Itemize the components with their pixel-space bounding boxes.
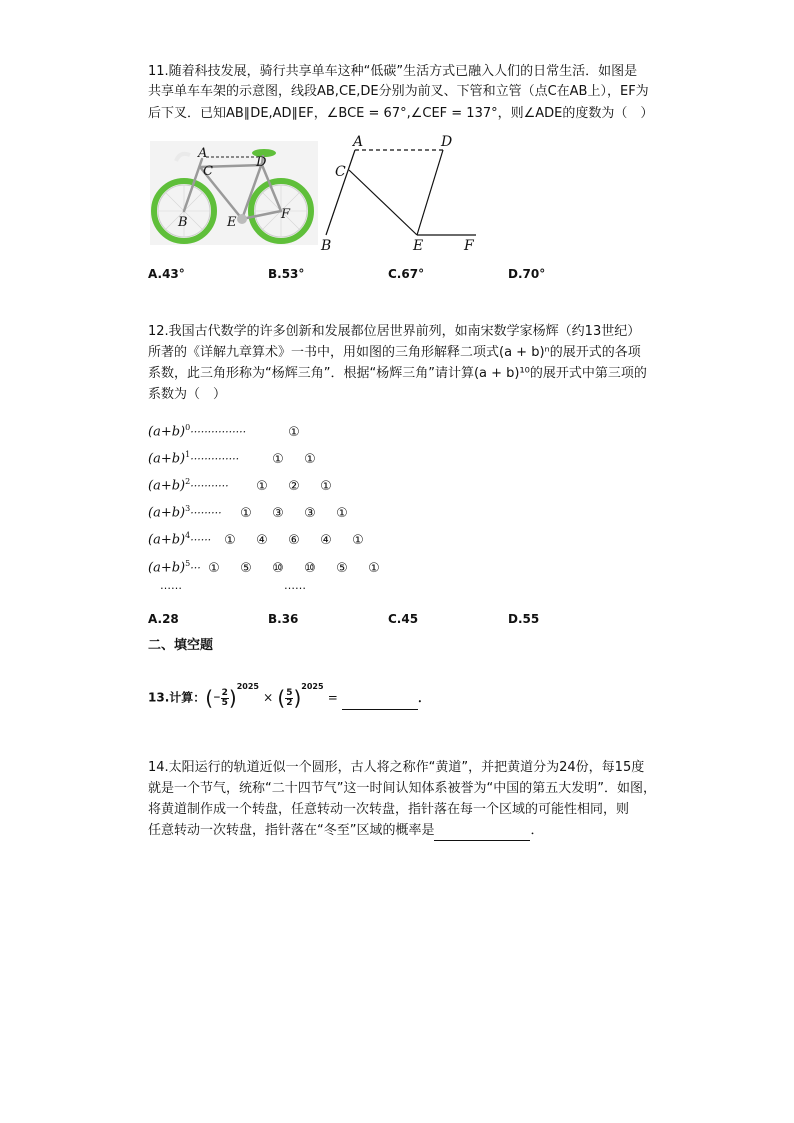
triangle-row-base: (a+b) xyxy=(148,560,186,576)
triangle-row-base: (a+b) xyxy=(148,424,186,440)
q13-fraction-1-sign: − xyxy=(213,692,221,703)
triangle-coefficient: ① xyxy=(256,479,268,494)
triangle-row-label-4 xyxy=(148,531,211,547)
q12-line-4: 系数为（ ） xyxy=(148,387,227,402)
photo-label-a: A xyxy=(198,146,208,161)
q14-line-4-prefix: 任意转动一次转盘，指针落在“冬至”区域的概率是 xyxy=(148,823,435,838)
q12-line-1: 12.我国古代数学的许多创新和发展都位居世界前列，如南宋数学家杨辉（约13世纪） xyxy=(148,324,641,339)
triangle-row-dots: ······ xyxy=(190,533,212,547)
triangle-coefficient: ① xyxy=(368,561,380,576)
q13-answer-blank[interactable] xyxy=(342,695,418,710)
triangle-coefficient: ⑩ xyxy=(304,561,316,576)
q13-fraction-2-den: 2 xyxy=(286,697,293,708)
q12-line-2: 所著的《详解九章算术》一书中，用如图的三角形解释二项式(a + b)ⁿ的展开式的各项 xyxy=(148,345,641,360)
triangle-row-dots: ················ xyxy=(190,425,247,439)
q12-line-3: 系数，此三角形称为“杨辉三角”．根据“杨辉三角”请计算(a + b)¹⁰的展开式中第三项的 xyxy=(148,366,647,381)
photo-label-d: D xyxy=(256,155,267,170)
triangle-row-base: (a+b) xyxy=(148,478,186,494)
q13-prefix: 13.计算： xyxy=(148,690,206,705)
q11-line-3: 后下叉．已知AB∥DE,AD∥EF，∠BCE = 67°,∠CEF = 137°，则∠ADE的度数为（ ） xyxy=(148,106,654,121)
q14-answer-blank[interactable] xyxy=(434,826,530,841)
triangle-coefficient: ③ xyxy=(304,506,316,521)
triangle-row-label-0 xyxy=(148,423,246,439)
triangle-row-exponent: 2 xyxy=(185,477,191,486)
triangle-row-dots: ········· xyxy=(190,506,222,520)
photo-label-f: F xyxy=(281,207,291,222)
q13-expression: 13.计算：(− $\frac{2}{5}$ )$^{2025}$ × ( $\frac{5}{2}$ )$^{2025}$ = ． xyxy=(148,682,431,710)
q11-option-d[interactable]: D.70° xyxy=(508,267,546,281)
q13-exponent-2: 2025 xyxy=(301,682,324,691)
triangle-coefficient: ① xyxy=(304,452,316,467)
triangle-coefficient: ⑥ xyxy=(288,533,300,548)
triangle-row-exponent: 5 xyxy=(185,559,191,568)
triangle-row-exponent: 3 xyxy=(185,504,191,513)
section-title: 二、填空题 xyxy=(148,638,214,653)
triangle-row-exponent: 1 xyxy=(185,450,191,459)
q11-line-1: 11.随着科技发展，骑行共享单车这种“低碳”生活方式已融入人们的日常生活．如图是 xyxy=(148,64,638,79)
triangle-coefficient: ① xyxy=(208,561,220,576)
triangle-ellipsis-right: …… xyxy=(284,579,306,592)
triangle-row-label-2 xyxy=(148,477,229,493)
triangle-row-base: (a+b) xyxy=(148,532,186,548)
triangle-coefficient: ① xyxy=(288,425,300,440)
q11-line-2: 共享单车车架的示意图，线段AB,CE,DE分别为前叉、下管和立管（点C在AB上），EF为 xyxy=(148,84,649,99)
q11-option-c[interactable]: C.67° xyxy=(388,267,425,281)
triangle-coefficient: ④ xyxy=(256,533,268,548)
q13-suffix: ． xyxy=(418,690,431,705)
q13-times: × xyxy=(263,690,274,705)
triangle-row-label-5 xyxy=(148,559,201,575)
photo-label-c: C xyxy=(203,164,213,179)
q13-fraction-1-den: 5 xyxy=(221,697,228,708)
triangle-coefficient: ⑩ xyxy=(272,561,284,576)
triangle-coefficient: ① xyxy=(352,533,364,548)
triangle-coefficient: ① xyxy=(224,533,236,548)
triangle-coefficient: ⑤ xyxy=(336,561,348,576)
photo-label-b: B xyxy=(178,215,188,230)
q13-equals: = xyxy=(327,690,338,705)
diagram-label-b: B xyxy=(321,238,332,254)
triangle-row-base: (a+b) xyxy=(148,505,186,521)
q14-line-1: 14.太阳运行的轨道近似一个圆形，古人将之称作“黄道”，并把黄道分为24份，每15度 xyxy=(148,760,645,775)
q14-line-3: 将黄道制作成一个转盘，任意转动一次转盘，指针落在每一个区域的可能性相同，则 xyxy=(148,802,630,817)
triangle-row-dots: ··········· xyxy=(190,479,229,493)
triangle-coefficient: ① xyxy=(336,506,348,521)
q11-option-b[interactable]: B.53° xyxy=(268,267,305,281)
triangle-coefficient: ① xyxy=(272,452,284,467)
q13-fraction-2-num: 5 xyxy=(286,687,293,698)
q14-line-4-suffix: ． xyxy=(530,823,544,838)
diagram-label-e: E xyxy=(413,238,424,254)
triangle-row-base: (a+b) xyxy=(148,451,186,467)
triangle-coefficient: ④ xyxy=(320,533,332,548)
photo-label-e: E xyxy=(227,215,237,230)
triangle-ellipsis-left: …… xyxy=(160,579,182,592)
q12-option-d[interactable]: D.55 xyxy=(508,612,540,626)
q12-option-a[interactable]: A.28 xyxy=(148,612,179,626)
diagram-label-c: C xyxy=(335,164,346,180)
triangle-row-label-3 xyxy=(148,504,222,520)
triangle-row-dots: ·············· xyxy=(190,452,240,466)
q12-option-b[interactable]: B.36 xyxy=(268,612,299,626)
q13-exponent-1: 2025 xyxy=(236,682,259,691)
q14-line-2: 就是一个节气，统称“二十四节气”这一时间认知体系被誉为“中国的第五大发明”．如图， xyxy=(148,781,656,796)
q13-fraction-1 xyxy=(213,694,221,703)
triangle-coefficient: ② xyxy=(288,479,300,494)
triangle-row-exponent: 4 xyxy=(185,531,191,540)
q11-option-a[interactable]: A.43° xyxy=(148,267,185,281)
diagram-label-f: F xyxy=(464,238,474,254)
q14-line-4 xyxy=(148,821,544,841)
triangle-coefficient: ① xyxy=(320,479,332,494)
triangle-coefficient: ⑤ xyxy=(240,561,252,576)
triangle-coefficient: ③ xyxy=(272,506,284,521)
diagram-label-a: A xyxy=(353,134,364,150)
triangle-coefficient: ① xyxy=(240,506,252,521)
q12-option-c[interactable]: C.45 xyxy=(388,612,419,626)
triangle-row-exponent: 0 xyxy=(185,423,191,432)
diagram-label-d: D xyxy=(441,134,453,150)
triangle-row-dots: ··· xyxy=(190,561,201,575)
q13-fraction-1-num: 2 xyxy=(221,687,228,698)
triangle-row-label-1 xyxy=(148,450,239,466)
